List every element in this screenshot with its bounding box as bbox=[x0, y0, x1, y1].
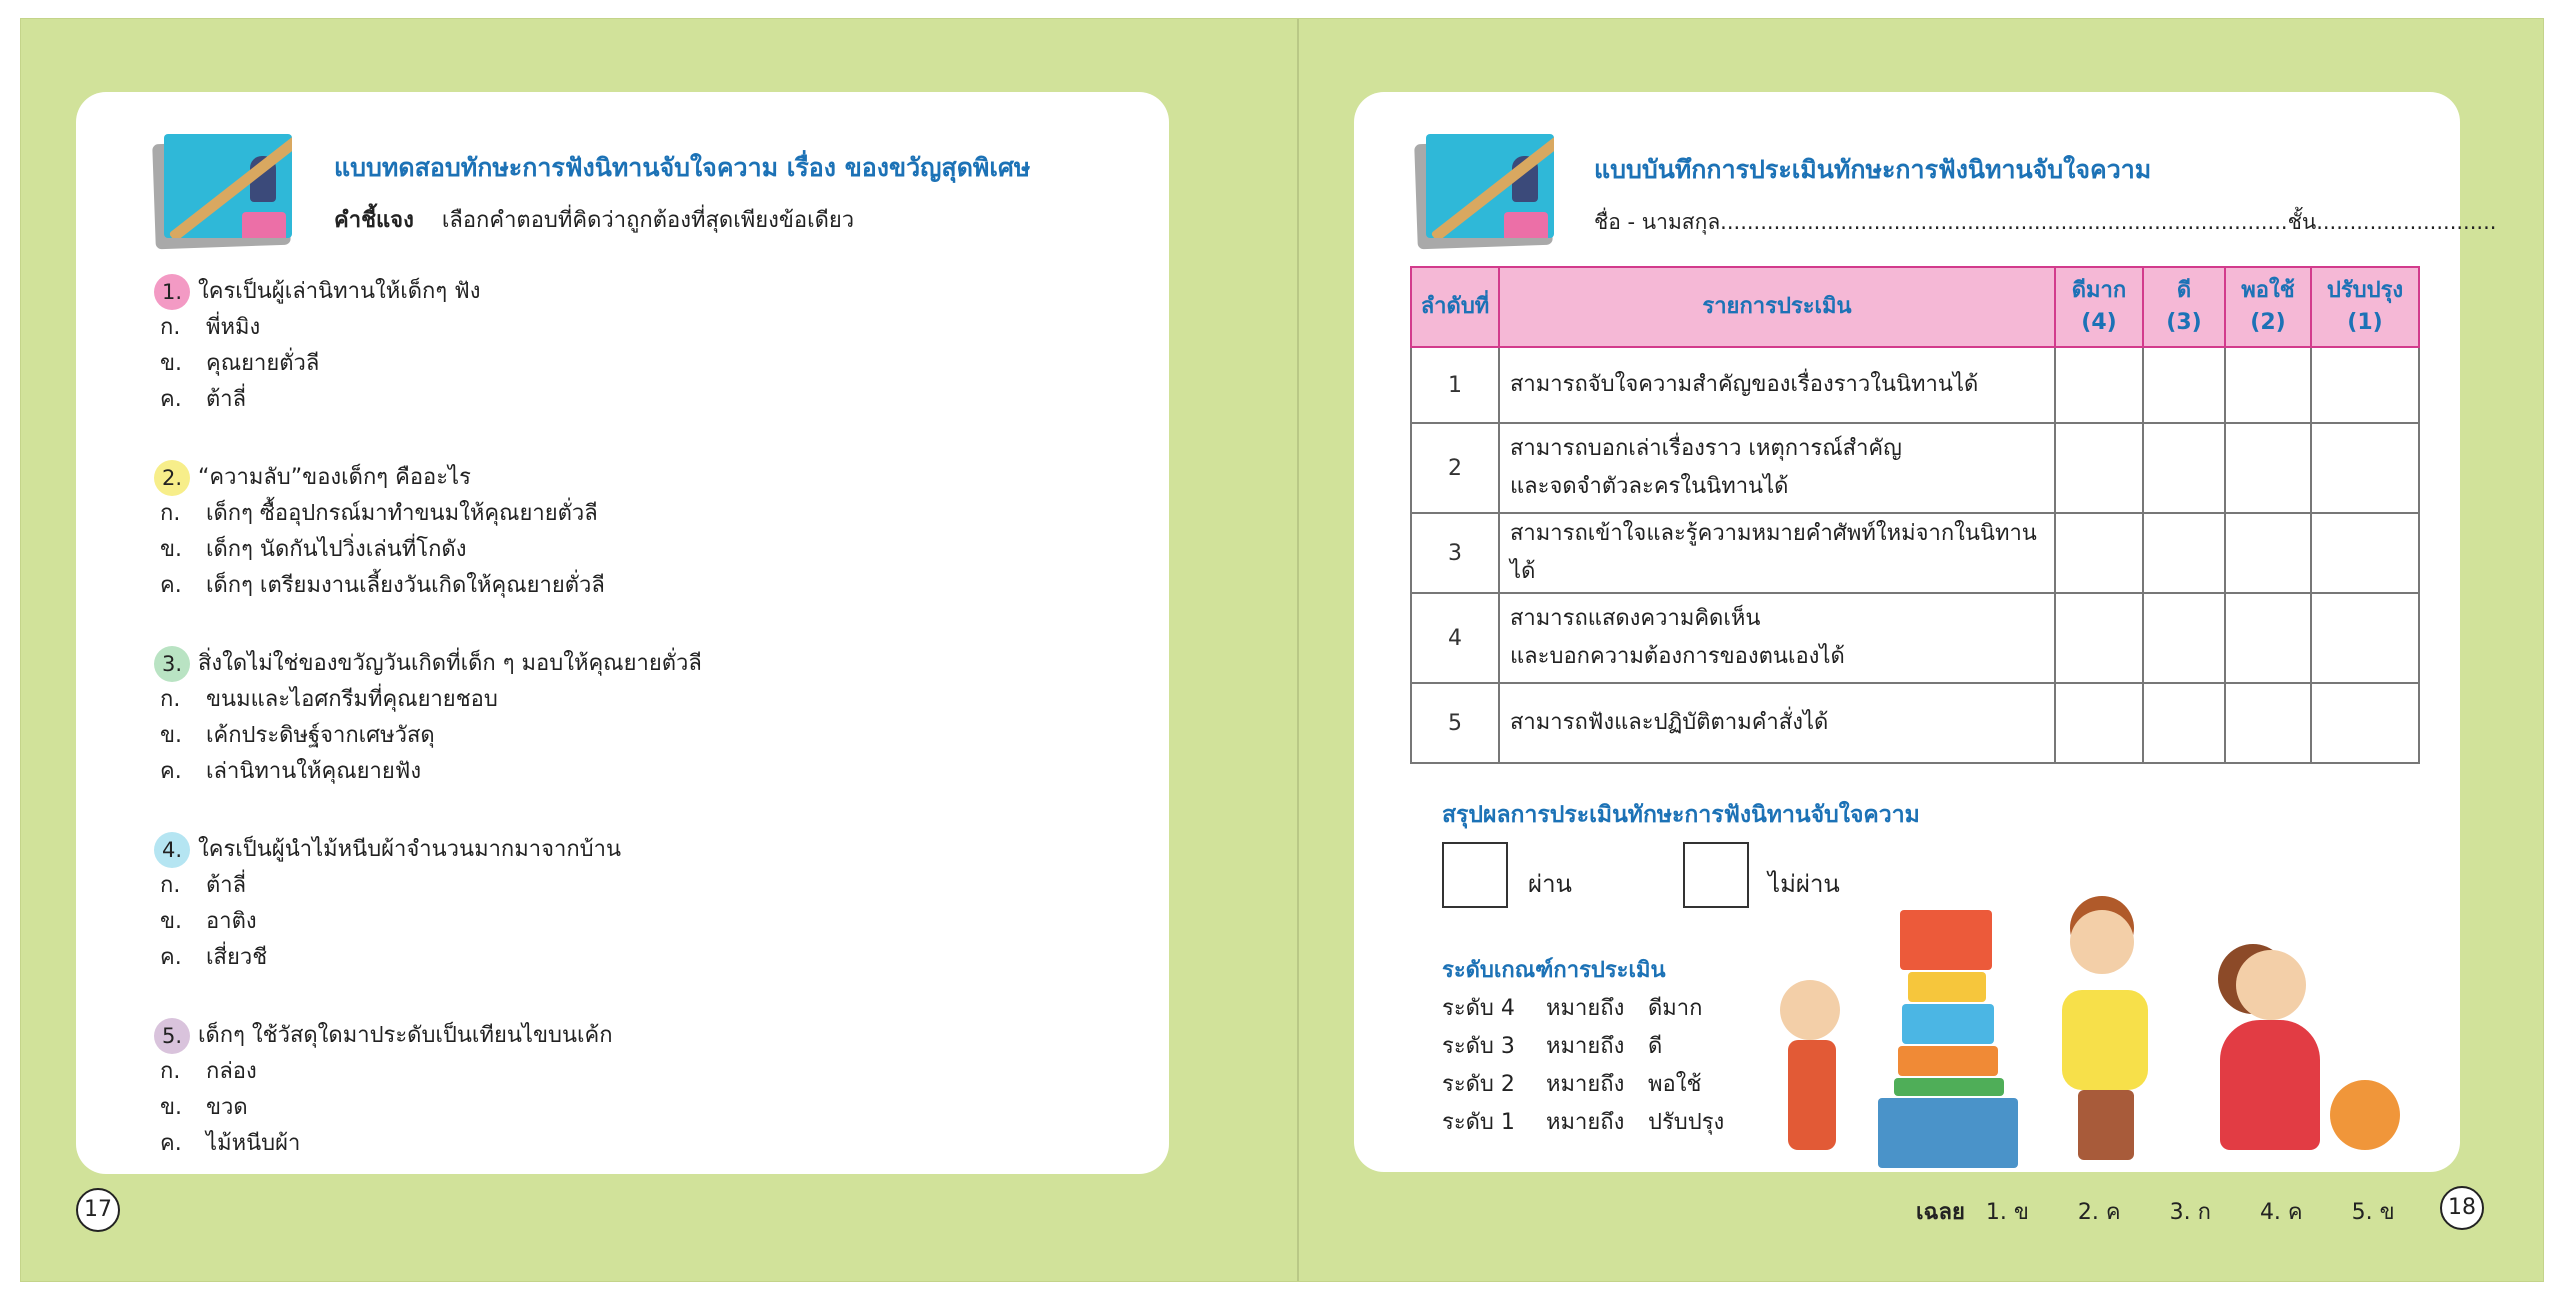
option-text: ขวด bbox=[206, 1095, 248, 1120]
row-item-line: สามารถเข้าใจและรู้ความหมายคำศัพท์ใหม่จากในนิทานได้ bbox=[1510, 521, 2037, 584]
answer-option[interactable] bbox=[154, 568, 605, 604]
criteria-title: ระดับเกณฑ์การประเมิน bbox=[1442, 958, 1666, 983]
score-cell[interactable] bbox=[2143, 513, 2225, 593]
answer-option[interactable] bbox=[154, 682, 702, 718]
answer-option[interactable] bbox=[154, 496, 605, 532]
children-illustration bbox=[1770, 880, 2470, 1180]
option-text: ไม้หนีบผ้า bbox=[206, 1131, 301, 1156]
question-2 bbox=[154, 460, 605, 604]
criteria-row bbox=[1442, 1028, 1662, 1063]
question-text: ใครเป็นผู้เล่านิทานให้เด็กๆ ฟัง bbox=[198, 279, 481, 304]
answer-2: 2. ค bbox=[2077, 1200, 2121, 1225]
answer-4: 4. ค bbox=[2259, 1200, 2303, 1225]
answer-option[interactable] bbox=[154, 310, 480, 346]
instruction bbox=[334, 202, 854, 237]
option-text: อาติง bbox=[206, 909, 257, 934]
criteria-value: ปรับปรุง bbox=[1648, 1110, 1725, 1135]
score-cell[interactable] bbox=[2225, 683, 2311, 763]
score-cell[interactable] bbox=[2143, 593, 2225, 683]
answer-option[interactable] bbox=[154, 754, 702, 790]
row-item-line: สามารถแสดงความคิดเห็น bbox=[1510, 606, 1761, 631]
answer-option[interactable] bbox=[154, 1054, 613, 1090]
row-number: 3 bbox=[1411, 513, 1499, 593]
answer-option[interactable] bbox=[154, 1090, 613, 1126]
criteria-level: ระดับ 1 bbox=[1442, 1110, 1515, 1135]
option-text: เด็กๆ นัดกันไปวิ่งเล่นที่โกดัง bbox=[206, 537, 467, 562]
pencil-illustration-icon bbox=[154, 134, 299, 252]
score-cell[interactable] bbox=[2311, 593, 2419, 683]
score-cell[interactable] bbox=[2143, 423, 2225, 513]
option-label: ค. bbox=[160, 387, 182, 412]
row-item-text bbox=[1499, 683, 2055, 763]
question-5 bbox=[154, 1018, 613, 1162]
option-label: ค. bbox=[160, 1131, 182, 1156]
answer-option[interactable] bbox=[154, 532, 605, 568]
pass-checkbox[interactable] bbox=[1442, 842, 1508, 908]
question-head bbox=[154, 646, 702, 682]
criteria-row bbox=[1442, 1066, 1701, 1101]
option-text: ต้าลี่ bbox=[206, 873, 247, 898]
row-number: 5 bbox=[1411, 683, 1499, 763]
left-page-title: แบบทดสอบทักษะการฟังนิทานจับใจความ เรื่อง ของขวัญสุดพิเศษ bbox=[334, 153, 1031, 182]
table-row bbox=[1411, 423, 2419, 513]
score-cell[interactable] bbox=[2225, 513, 2311, 593]
option-text: คุณยายตั่วลี bbox=[206, 351, 320, 376]
answer-option[interactable] bbox=[154, 718, 702, 754]
criteria-level: ระดับ 2 bbox=[1442, 1072, 1515, 1097]
option-label: ค. bbox=[160, 945, 182, 970]
criteria-row bbox=[1442, 990, 1702, 1025]
book-spine bbox=[1297, 19, 1299, 1281]
header-order: ลำดับที่ bbox=[1411, 267, 1499, 347]
option-text: เค้กประดิษฐ์จากเศษวัสดุ bbox=[206, 723, 435, 748]
score-cell[interactable] bbox=[2311, 683, 2419, 763]
header-item: รายการประเมิน bbox=[1499, 267, 2055, 347]
instruction-text: เลือกคำตอบที่คิดว่าถูกต้องที่สุดเพียงข้อเดียว bbox=[441, 208, 855, 233]
question-head bbox=[154, 460, 605, 496]
row-item-text bbox=[1499, 347, 2055, 423]
option-text: ต้าลี่ bbox=[206, 387, 247, 412]
table-row bbox=[1411, 593, 2419, 683]
score-cell[interactable] bbox=[2225, 423, 2311, 513]
fail-checkbox[interactable] bbox=[1683, 842, 1749, 908]
score-cell[interactable] bbox=[2143, 683, 2225, 763]
answer-5: 5. ข bbox=[2351, 1200, 2395, 1225]
pencil-illustration-icon bbox=[1416, 134, 1561, 252]
option-label: ค. bbox=[160, 573, 182, 598]
row-item-text bbox=[1499, 513, 2055, 593]
answer-option[interactable] bbox=[154, 940, 621, 976]
option-label: ข. bbox=[160, 537, 183, 562]
criteria-means: หมายถึง bbox=[1546, 1034, 1625, 1059]
option-text: เด็กๆ ซื้ออุปกรณ์มาทำขนมให้คุณยายตั่วลี bbox=[206, 501, 598, 526]
row-number: 2 bbox=[1411, 423, 1499, 513]
table-header-row bbox=[1411, 267, 2419, 347]
question-number-badge: 2. bbox=[154, 460, 190, 496]
name-class-line[interactable]: ชื่อ - นามสกุล.....................................................................................ชั้น........................... bbox=[1594, 210, 2497, 234]
question-text: “ความลับ”ของเด็กๆ คืออะไร bbox=[198, 465, 471, 490]
answer-3: 3. ก bbox=[2169, 1200, 2211, 1225]
criteria-row bbox=[1442, 1104, 1724, 1139]
page-number-right: 18 bbox=[2440, 1186, 2484, 1230]
criteria-means: หมายถึง bbox=[1546, 1110, 1625, 1135]
row-item-line: และบอกความต้องการของตนเองได้ bbox=[1510, 644, 1845, 669]
option-label: ก. bbox=[160, 501, 181, 526]
evaluation-table bbox=[1410, 266, 2420, 764]
question-text: สิ่งใดไม่ใช่ของขวัญวันเกิดที่เด็ก ๆ มอบให้คุณยายตั่วลี bbox=[198, 651, 702, 676]
criteria-value: พอใช้ bbox=[1648, 1072, 1702, 1097]
answer-option[interactable] bbox=[154, 904, 621, 940]
criteria-level: ระดับ 4 bbox=[1442, 996, 1515, 1021]
question-number-badge: 4. bbox=[154, 832, 190, 868]
answer-option[interactable] bbox=[154, 346, 480, 382]
table-row bbox=[1411, 683, 2419, 763]
option-text: กล่อง bbox=[206, 1059, 257, 1084]
option-text: เสี่ยวชี bbox=[206, 945, 268, 970]
header-very-good: ดีมาก (4) bbox=[2055, 267, 2143, 347]
row-item-text bbox=[1499, 423, 2055, 513]
criteria-means: หมายถึง bbox=[1546, 1072, 1625, 1097]
option-label: ค. bbox=[160, 759, 182, 784]
row-item-line: สามารถจับใจความสำคัญของเรื่องราวในนิทานได้ bbox=[1510, 372, 1979, 397]
pass-label: ผ่าน bbox=[1528, 870, 1572, 898]
score-cell[interactable] bbox=[2055, 513, 2143, 593]
header-fair: พอใช้ (2) bbox=[2225, 267, 2311, 347]
row-item-text bbox=[1499, 593, 2055, 683]
row-item-line: สามารถฟังและปฏิบัติตามคำสั่งได้ bbox=[1510, 710, 1829, 735]
option-label: ข. bbox=[160, 909, 183, 934]
question-text: ใครเป็นผู้นำไม้หนีบผ้าจำนวนมากมาจากบ้าน bbox=[198, 837, 622, 862]
score-cell[interactable] bbox=[2225, 593, 2311, 683]
criteria-value: ดี bbox=[1648, 1034, 1663, 1059]
option-text: พี่หมิง bbox=[206, 315, 261, 340]
question-4 bbox=[154, 832, 621, 976]
answer-key bbox=[1916, 1194, 2395, 1229]
header-good: ดี (3) bbox=[2143, 267, 2225, 347]
instruction-label: คำชี้แจง bbox=[334, 208, 414, 233]
option-label: ข. bbox=[160, 351, 183, 376]
option-text: ขนมและไอศกรีมที่คุณยายชอบ bbox=[206, 687, 498, 712]
row-item-line: และจดจำตัวละครในนิทานได้ bbox=[1510, 474, 1789, 499]
fail-label: ไม่ผ่าน bbox=[1768, 870, 1840, 898]
row-number: 1 bbox=[1411, 347, 1499, 423]
criteria-value: ดีมาก bbox=[1648, 996, 1703, 1021]
option-label: ข. bbox=[160, 723, 183, 748]
row-number: 4 bbox=[1411, 593, 1499, 683]
summary-title: สรุปผลการประเมินทักษะการฟังนิทานจับใจความ bbox=[1442, 802, 1920, 828]
question-1 bbox=[154, 274, 480, 418]
option-label: ก. bbox=[160, 687, 181, 712]
criteria-level: ระดับ 3 bbox=[1442, 1034, 1515, 1059]
question-head bbox=[154, 832, 621, 868]
header-improve: ปรับปรุง (1) bbox=[2311, 267, 2419, 347]
criteria-means: หมายถึง bbox=[1546, 996, 1625, 1021]
score-cell[interactable] bbox=[2055, 593, 2143, 683]
question-head bbox=[154, 274, 480, 310]
row-item-line: สามารถบอกเล่าเรื่องราว เหตุการณ์สำคัญ bbox=[1510, 436, 1902, 461]
answer-option[interactable] bbox=[154, 1126, 613, 1162]
option-label: ก. bbox=[160, 873, 181, 898]
score-cell[interactable] bbox=[2311, 347, 2419, 423]
score-cell[interactable] bbox=[2055, 347, 2143, 423]
option-label: ก. bbox=[160, 315, 181, 340]
page-number-left: 17 bbox=[76, 1188, 120, 1232]
option-text: เด็กๆ เตรียมงานเลี้ยงวันเกิดให้คุณยายตั่วลี bbox=[206, 573, 605, 598]
score-cell[interactable] bbox=[2225, 347, 2311, 423]
question-number-badge: 1. bbox=[154, 274, 190, 310]
question-number-badge: 3. bbox=[154, 646, 190, 682]
question-head bbox=[154, 1018, 613, 1054]
score-cell[interactable] bbox=[2055, 683, 2143, 763]
answer-option[interactable] bbox=[154, 868, 621, 904]
score-cell[interactable] bbox=[2143, 347, 2225, 423]
score-cell[interactable] bbox=[2311, 423, 2419, 513]
question-3 bbox=[154, 646, 702, 790]
answer-1: 1. ข bbox=[1985, 1200, 2029, 1225]
right-page-title: แบบบันทึกการประเมินทักษะการฟังนิทานจับใจความ bbox=[1594, 155, 2152, 184]
question-text: เด็กๆ ใช้วัสดุใดมาประดับเป็นเทียนไขบนเค้ก bbox=[198, 1023, 613, 1048]
option-text: เล่านิทานให้คุณยายฟัง bbox=[206, 759, 422, 784]
option-label: ข. bbox=[160, 1095, 183, 1120]
left-page-card bbox=[76, 92, 1169, 1174]
score-cell[interactable] bbox=[2055, 423, 2143, 513]
question-number-badge: 5. bbox=[154, 1018, 190, 1054]
score-cell[interactable] bbox=[2311, 513, 2419, 593]
table-row bbox=[1411, 513, 2419, 593]
answer-option[interactable] bbox=[154, 382, 480, 418]
option-label: ก. bbox=[160, 1059, 181, 1084]
table-row bbox=[1411, 347, 2419, 423]
answer-label: เฉลย bbox=[1916, 1200, 1965, 1225]
